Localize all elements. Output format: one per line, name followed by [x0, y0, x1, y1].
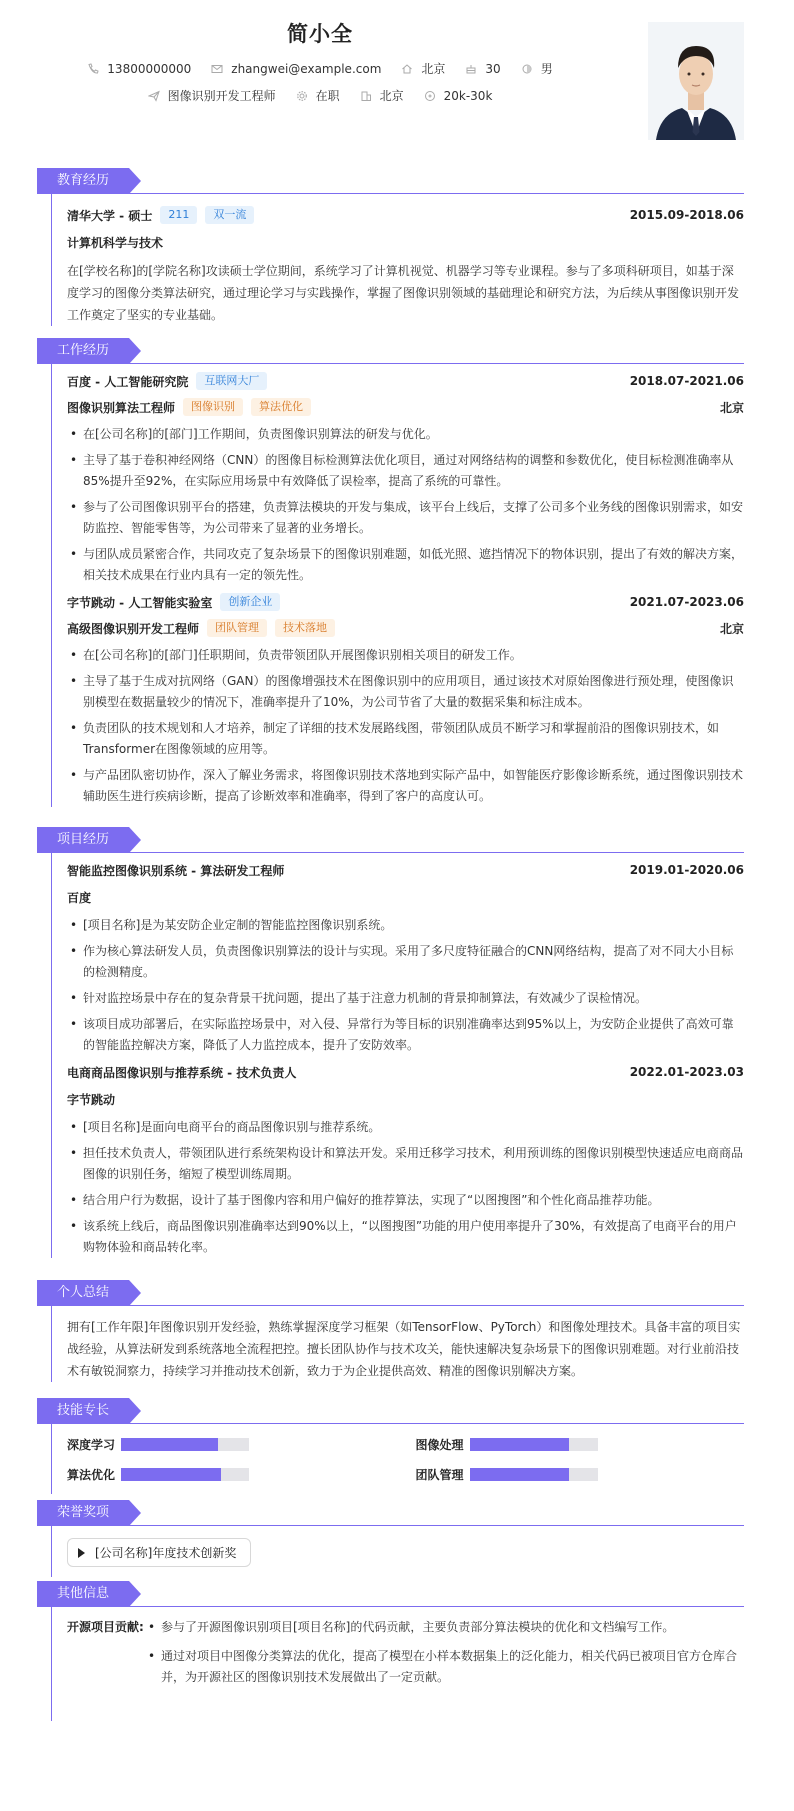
cake-icon: [465, 63, 477, 75]
major-name: 计算机科学与技术: [67, 236, 164, 250]
education-desc: 在[学校名称]的[学院名称]攻读硕士学位期间，系统学习了计算机视觉、机器学习等专业课程。参与了多项科研项目，如基于深度学习的图像分类算法研究，通过理论学习与实践操作，掌握了图像识别领域的基础理论和研究方法，为后续从事图像识别开发工作奠定了坚实的专业基础。: [67, 264, 740, 322]
work-section: [37, 338, 744, 807]
skill-item: [67, 1464, 396, 1484]
skill-bar: [121, 1468, 249, 1481]
job-intent-row: [0, 87, 640, 104]
project-item: [67, 859, 744, 1056]
list-item: • 参与了公司图像识别平台的搭建，负责算法模块的开发与集成，该平台上线后，支撑了公司多个业务线的图像识别需求，如安防监控、智能零售等，为公司带来了显著的业务增长。: [67, 497, 744, 539]
coin-icon: [424, 90, 436, 102]
section-title: 项目经历: [37, 827, 129, 853]
gender-icon: [521, 63, 533, 75]
other-section: [37, 1581, 744, 1721]
list-item: • 该项目成功部署后，在实际监控场景中，对入侵、异常行为等目标的识别准确率达到95%以上，为安防企业提供了高效可靠的智能监控解决方案，降低了人力监控成本，提升了安防效率。: [67, 1014, 744, 1056]
phone-info: [87, 62, 191, 76]
play-icon: [78, 1548, 85, 1558]
skill-item: [67, 1434, 396, 1454]
skill-bar: [470, 1468, 598, 1481]
company-tag: 创新企业: [220, 593, 280, 611]
project-period: 2019.01-2020.06: [629, 863, 744, 877]
skill-name: 团队管理: [415, 1467, 464, 1482]
candidate-name: 简小全: [287, 22, 353, 46]
city-info: [360, 87, 404, 104]
role-tag: 算法优化: [251, 398, 311, 416]
gear-icon: [296, 90, 308, 102]
award-item[interactable]: [67, 1538, 251, 1567]
age-text: 30: [485, 61, 501, 76]
projects-section: [37, 827, 744, 1258]
project-name: 智能监控图像识别系统 - 算法研发工程师: [67, 863, 285, 878]
list-item: • 与产品团队密切协作，深入了解业务需求，将图像识别技术落地到实际产品中，如智能医疗影像诊断系统，通过图像识别技术辅助医生进行疾病诊断，提高了诊断效率和准确率，得到了客户的高度认可。: [67, 765, 744, 807]
phone-icon: [87, 63, 99, 75]
company-name: 百度 - 人工智能研究院: [67, 374, 189, 389]
list-item: • 在[公司名称]的[部门]任职期间，负责带领团队开展图像识别相关项目的研发工作。: [67, 645, 744, 666]
role-tag: 技术落地: [275, 619, 335, 637]
school-name: 清华大学 - 硕士: [67, 208, 153, 223]
gender-info: [521, 60, 553, 77]
company-tag: 互联网大厂: [196, 372, 267, 390]
skills-grid: [67, 1424, 744, 1494]
send-icon: [148, 90, 160, 102]
home-icon: [401, 63, 413, 75]
section-title: 其他信息: [37, 1581, 129, 1607]
list-item: • 作为核心算法研发人员，负责图像识别算法的设计与实现。采用了多尺度特征融合的CNN网络结构，提高了对不同大小目标的检测精度。: [67, 941, 744, 983]
job-item: [67, 591, 744, 807]
list-item: • 通过对项目中图像分类算法的优化，提高了模型在小样本数据集上的泛化能力，相关代码已被项目官方仓库合并，为开源社区的图像识别技术发展做出了一定贡献。: [145, 1646, 744, 1688]
list-item: • 参与了开源图像识别项目[项目名称]的代码贡献，主要负责部分算法模块的优化和文档编写工作。: [145, 1617, 744, 1638]
job-bullets: [67, 424, 744, 586]
project-period: 2022.01-2023.03: [629, 1065, 744, 1079]
project-title-row: [67, 859, 744, 881]
education-header: [37, 168, 744, 194]
award-text: [公司名称]年度技术创新奖: [95, 1546, 237, 1560]
contact-row: [0, 60, 640, 77]
skill-name: 深度学习: [67, 1437, 116, 1452]
job-city: 北京: [719, 400, 744, 415]
list-item: • 该系统上线后，商品图像识别准确率达到90%以上，“以图搜图”功能的用户使用率提升了30%，有效提高了电商平台的用户购物体验和商品转化率。: [67, 1216, 744, 1258]
email-text: zhangwei@example.com: [231, 61, 382, 76]
school-tag: 双一流: [205, 206, 254, 224]
project-name: 电商商品图像识别与推荐系统 - 技术负责人: [67, 1065, 297, 1080]
role-tag: 团队管理: [207, 619, 267, 637]
skill-fill: [470, 1438, 570, 1451]
status-info: [296, 87, 340, 104]
location-info: [401, 60, 445, 77]
position-info: [148, 87, 276, 104]
skills-section: [37, 1398, 744, 1494]
city-text: 北京: [379, 89, 404, 103]
honors-section: [37, 1500, 744, 1577]
salary-info: [424, 89, 493, 103]
list-item: • 担任技术负责人，带领团队进行系统架构设计和算法开发。采用迁移学习技术，利用预训练的图像识别模型快速适应电商商品图像的识别任务，缩短了模型训练周期。: [67, 1143, 744, 1185]
list-item: • [项目名称]是为某安防企业定制的智能监控图像识别系统。: [67, 915, 744, 936]
job-item: [67, 370, 744, 586]
list-item: • 主导了基于卷积神经网络（CNN）的图像目标检测算法优化项目，通过对网络结构的调整和参数优化，使目标检测准确率从85%提升至92%，在实际应用场景中有效降低了误检率，提高了系统的可靠性。: [67, 450, 744, 492]
other-key: 开源项目贡献:: [67, 1620, 144, 1634]
skill-fill: [121, 1438, 218, 1451]
age-info: [465, 62, 500, 76]
job-bullets: [67, 645, 744, 807]
project-title-row: [67, 1061, 744, 1083]
list-item: • 负责团队的技术规划和人才培养，制定了详细的技术发展路线图，带领团队成员不断学习和掌握前沿的图像识别技术，如Transformer在图像领域的应用等。: [67, 718, 744, 760]
education-section: [37, 168, 744, 326]
mail-icon: [211, 63, 223, 75]
resume-header: [0, 0, 794, 160]
list-item: • 针对监控场景中存在的复杂背景干扰问题，提出了基于注意力机制的背景抑制算法，有效减少了误检情况。: [67, 988, 744, 1009]
job-company-row: [67, 370, 744, 392]
section-title: 教育经历: [37, 168, 129, 194]
skill-item: [416, 1464, 745, 1484]
job-company-row: [67, 591, 744, 613]
section-title: 工作经历: [37, 338, 129, 364]
section-title: 荣誉奖项: [37, 1500, 129, 1526]
skills-header: [37, 1398, 744, 1424]
job-period: 2021.07-2023.06: [629, 595, 744, 609]
job-role-row: [67, 396, 744, 418]
summary-text: 拥有[工作年限]年图像识别开发经验，熟练掌握深度学习框架（如TensorFlow、PyTorch）和图像处理技术。具备丰富的项目实战经验，从算法研发到系统落地全流程把控。擅长团队协作与技术攻关，能快速解决复杂场景下的图像识别难题。对行业前沿技术有敏锐洞察力，持续学习并推动技术创新，致力于为企业提供高效、精准的图像识别解决方案。: [67, 1320, 741, 1378]
job-role: 图像识别算法工程师: [67, 400, 176, 415]
skill-bar: [470, 1438, 598, 1451]
project-org: 百度: [67, 891, 92, 905]
phone-text: 13800000000: [107, 61, 192, 76]
education-period: 2015.09-2018.06: [629, 208, 744, 222]
skill-name: 图像处理: [415, 1437, 464, 1452]
skill-fill: [470, 1468, 570, 1481]
list-item: • 结合用户行为数据，设计了基于图像内容和用户偏好的推荐算法，实现了“以图搜图”和个性化商品推荐功能。: [67, 1190, 744, 1211]
position-text: 图像识别开发工程师: [167, 89, 276, 103]
skill-name: 算法优化: [67, 1467, 116, 1482]
avatar-photo: [648, 22, 744, 140]
job-role-row: [67, 617, 744, 639]
project-bullets: [67, 1117, 744, 1258]
honors-header: [37, 1500, 744, 1526]
job-role: 高级图像识别开发工程师: [67, 621, 200, 636]
salary-text: 20k-30k: [443, 88, 493, 103]
other-bullets: [145, 1617, 744, 1696]
skill-fill: [121, 1468, 221, 1481]
other-info: [67, 1617, 744, 1696]
school-tag: 211: [160, 206, 197, 224]
status-text: 在职: [315, 89, 340, 103]
section-title: 个人总结: [37, 1280, 129, 1306]
email-info: [211, 62, 381, 76]
summary-section: [37, 1280, 744, 1382]
other-header: [37, 1581, 744, 1607]
skill-bar: [121, 1438, 249, 1451]
job-period: 2018.07-2021.06: [629, 374, 744, 388]
projects-header: [37, 827, 744, 853]
gender-text: 男: [540, 62, 553, 76]
company-name: 字节跳动 - 人工智能实验室: [67, 595, 213, 610]
summary-header: [37, 1280, 744, 1306]
job-city: 北京: [719, 621, 744, 636]
section-title: 技能专长: [37, 1398, 129, 1424]
skill-item: [416, 1434, 745, 1454]
project-org: 字节跳动: [67, 1093, 116, 1107]
project-bullets: [67, 915, 744, 1056]
list-item: • 与团队成员紧密合作，共同攻克了复杂场景下的图像识别难题，如低光照、遮挡情况下的物体识别，提出了有效的解决方案，相关技术成果在行业内具有一定的领先性。: [67, 544, 744, 586]
location-text: 北京: [421, 62, 446, 76]
work-header: [37, 338, 744, 364]
list-item: • [项目名称]是面向电商平台的商品图像识别与推荐系统。: [67, 1117, 744, 1138]
list-item: • 主导了基于生成对抗网络（GAN）的图像增强技术在图像识别中的应用项目，通过该技术对原始图像进行预处理，使图像识别模型在数据量较少的情况下，准确率提升了10%，为公司节省了大量的数据采集和标注成本。: [67, 671, 744, 713]
list-item: • 在[公司名称]的[部门]工作期间，负责图像识别算法的研发与优化。: [67, 424, 744, 445]
education-row: [67, 204, 744, 226]
role-tag: 图像识别: [183, 398, 243, 416]
building-icon: [360, 90, 372, 102]
project-item: [67, 1061, 744, 1258]
